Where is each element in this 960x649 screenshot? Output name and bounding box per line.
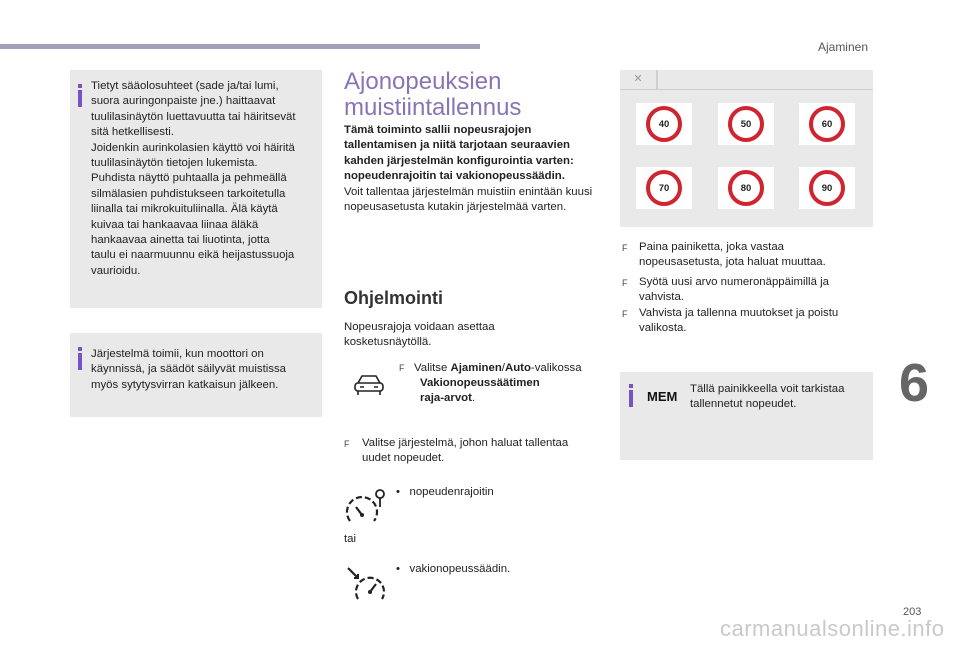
note-box-memory [70,333,322,417]
step-menu-name: Vakionopeussäätimen raja-arvot. [420,377,540,405]
info-icon [78,347,82,370]
intro-bold-text: Tämä toiminto sallii nopeusrajojen tallentamisen ja niitä tarjotaan seuraavien kahden järjestelmän konfigurointia varten: nopeudenrajoitin tai vakionopeussäädin. [344,124,574,183]
speed-sign-80: 80 [728,170,764,206]
note-text-weather: Tietyt sääolosuhteet (sade ja/tai lumi, suora auringonpaiste jne.) haittaavat tuulilasinäytön luettavuutta tai häiritsevät sitä hetkellisesti. Joidenkin aurinkolasien käyttö voi häiritä tuulilasinäytön tietojen lukemista. Puhdista näyttö puhtaalla ja pehmeällä silmälasien puhdistukseen tarkoitetulla liinalla tai mikrokuituliinalla. Älä käytä kuivaa tai hankaavaa liinaa äläkä hankaavaa ainetta tai liuotinta, jotta taulu ei naarmuunnu eikä heijastussuoja vaurioidu. [91,80,296,277]
note-text-memory: Järjestelmä toimii, kun moottori on käynnissä, ja säädöt säilyvät muistissa myös sytytysvirran katkaisun jälkeen. [91,348,286,391]
speed-limiter-icon [344,487,388,529]
section-name: Ajaminen [817,40,868,54]
speed-sign-40: 40 [646,106,682,142]
step-select-system: Valitse järjestelmä, johon haluat tallentaa uudet nopeudet. [362,437,569,465]
chapter-number: 6 [899,353,930,413]
bullet-marker: F [344,439,350,449]
step-press-button: Paina painiketta, joka vastaa nopeusasetusta, jota haluat muuttaa. [639,241,826,269]
or-text: tai [344,533,357,545]
speed-sign-70: 70 [646,170,682,206]
header-bar [0,44,480,49]
option-cruise-control: • vakionopeussäädin. [396,563,511,575]
speed-sign-90: 90 [809,170,845,206]
step-select-menu: F Valitse Ajaminen/Auto-valikossa [399,362,582,374]
speed-screen-illustration [620,70,873,227]
option-speed-limiter: • nopeudenrajoitin [396,486,494,498]
mem-button-label: MEM [647,389,678,404]
bullet-marker: F [622,243,628,253]
info-icon [629,384,633,407]
note-box-mem [620,372,873,460]
cruise-control-icon [344,564,388,604]
intro-text: Voit tallentaa järjestelmän muistiin enintään kuusi nopeusasetusta kutakin järjestelmää varten. [344,186,593,214]
info-icon [78,84,82,107]
section-title: Ohjelmointi [344,288,443,308]
page-number: 203 [903,606,922,618]
speed-sign-60: 60 [809,106,845,142]
bullet-marker: F [399,363,405,373]
watermark: carmanualsonline.info [720,616,945,641]
bullet-marker: F [622,309,628,319]
note-box-weather [70,70,322,308]
speed-sign-50: 50 [728,106,764,142]
page-title: Ajonopeuksien muistiintallennus [344,68,522,121]
car-icon [352,371,386,399]
settings-text: Nopeusrajoja voidaan asettaa kosketusnäytöllä. [344,321,495,349]
mem-note-text: Tällä painikkeella voit tarkistaa tallennetut nopeudet. [690,383,845,411]
close-icon[interactable]: ✕ [620,70,657,89]
step-confirm-save: Vahvista ja tallenna muutokset ja poistu valikosta. [639,307,839,335]
bullet-marker: F [622,278,628,288]
step-enter-value: Syötä uusi arvo numeronäppäimillä ja vahvista. [639,276,829,304]
